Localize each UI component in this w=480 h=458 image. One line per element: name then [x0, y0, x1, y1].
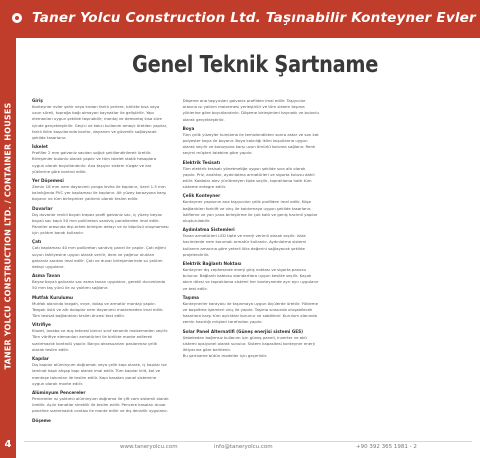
section-heading: Taşıma	[182, 294, 199, 300]
section-body: Konteyner dış cephesinde enerji giriş noktası ve sigorta panosu bulunur. Bağlantı kablosu standartlara uygun kesitte seçilir. Kaçak akım rölesi ve topraklama sistemi her konteynerde ayrı ayrı uygulanır ve test edilir.	[182, 267, 319, 291]
page-number: 4	[0, 434, 16, 458]
section-body: Konteynerler karayolu ile taşınmaya uygun ölçülerde üretilir. Yükleme ve boşaltma işlemleri vinç ile yapılır. Taşıma sırasında oluşabilecek hasarlara karşı tüm açıklıklar korunur ve sabitlenir. Kurulum alanında zemin hazırlığı müşteri tarafından yapılır.	[182, 300, 318, 325]
specification-body	[32, 98, 470, 432]
section-heading: Mutfak Kurulumu	[32, 294, 73, 300]
section-heading: Elektrik Bağlantı Noktası	[182, 261, 242, 267]
section-body: Pencereler ısı yalıtımlı alüminyum doğrama ile çift cam sistemli olarak üretilir. Açılır kanatlar sineklik ile teslim edilir. Pencere kasaları duvar paneline sızdırmazlık contası ile monte edilir ve dış denizlik uygulanır.	[32, 395, 169, 414]
sidebar-vertical-text: TANER YOLCU CONSTRUCTION LTD. / CONTAINER HOUSES	[3, 102, 13, 370]
section-heading: Çatı	[32, 239, 42, 245]
sidebar-band	[0, 38, 16, 434]
spec-section	[183, 295, 320, 326]
spec-section	[183, 126, 320, 157]
spec-section	[183, 353, 320, 359]
section-body: Dış kapılar alüminyum doğramalı veya çelik kapı olarak, iç kapılar ise laminat kaplı ahşap kapı olarak imal edilir. Tüm kapılar kilit, kol ve menteşe takımları ile teslim edilir. Kapı kasaları panel sistemine uygun olarak monte edilir.	[32, 362, 167, 386]
section-heading: Çelik Konteyner	[182, 193, 221, 199]
section-heading: Elektrik Tesisatı	[182, 159, 221, 165]
section-body: Zemin 18 mm nem dayanımlı yonga levha ile kaplanır, üzeri 1.5 mm kalınlığında PVC yer kaplaması ile kaplanır. Alt yüzey korozyona karşı boyanır ve tüm birleşimler yalıtımlı olarak teslim edilir.	[32, 184, 167, 202]
section-body: Tüm çelik yüzeyler kumlama ile temizlendikten sonra astar ve son kat polyester boya ile boyanır. Boya kalınlığı iklim koşullarına uygun olarak seçilir ve korozyona karşı uzun ömürlü koruma sağlanır. Renk seçimi müşteri talebine göre yapılır.	[182, 131, 319, 156]
section-heading: Duvarlar	[32, 205, 53, 211]
section-body: Döşeme ana taşıyıcıları galvaniz profilden imal edilir. Taşıyıcılar arasına ısı yalıtım malzemesi yerleştirilir ve tüm sistem taşıma yüklerine göre boyutlandırılır. Döşeme birleşimleri kaynaklı ve bulonlu olarak gerçekleştirilir.	[182, 98, 319, 122]
spec-section	[32, 239, 169, 270]
section-body: Konteyner evler şehir veya kırdan farklı yerlere, birlikte kısa veya uzun süreli, toprağa bağı olmayan kaynaklar ile geliştirilir. Yapı elemanları uygun şekilde taşınabilir; montaj ve demontaj kısa süre içinde gerçekleştirilir. Geçici ve kalıcı kullanım amaçlı üretilen yapılar, farklı iklim koşullarında konfor, dayanım ve güvenlik sağlayacak şekilde tasarlanır.	[32, 104, 168, 141]
section-body: Beyaz boyalı galvaniz sac asma tavan uygulanır, gerekli durumlarda 50 mm taş yünü ile ısı yalıtımı sağlanır.	[32, 279, 166, 291]
section-body: Tavan armatürleri LED tipte ve enerji verimli olarak seçilir. Islak hacimlerde nem korumalı armatür kullanılır. Aydınlatma sistemi kullanım amacına göre yeterli lüks değerini sağlayacak şekilde projelendirilir.	[182, 233, 307, 257]
spec-section	[183, 227, 320, 258]
logo-icon	[12, 13, 22, 23]
spec-section	[32, 390, 169, 415]
section-heading: Döşeme	[32, 417, 51, 423]
page-title: Genel Teknik Şartname	[132, 52, 379, 78]
spec-section	[183, 329, 320, 354]
section-heading: Giriş	[32, 98, 43, 103]
section-body: Mutfak alanında tezgah, evye, dolap ve armatür montajı yapılır. Tezgah üstü ve altı dolaplar nem dayanımlı malzemeden imal edilir. Tüm tesisat bağlantıları teslim öncesi test edilir.	[32, 300, 164, 319]
section-body: Profiller 2 mm galvaniz sacdan soğuk şekillendirilerek üretilir. Birleşimler bulonlu olarak yapılır ve tüm iskelet statik hesaplara uygun olarak boyutlandırılır. Ana taşıyıcı sistem rüzgar ve kar yüklerine göre kontrol edilir.	[32, 150, 157, 174]
spec-section	[32, 295, 169, 320]
header-title: Taner Yolcu Construction Ltd. Taşınabilir Konteyner Evler	[32, 10, 476, 26]
section-heading: Asma Tavan	[32, 273, 61, 279]
spec-section	[32, 206, 169, 237]
section-body: Bu şartname bütün modeller için geçerlidir.	[182, 353, 268, 359]
section-heading: Boya	[182, 125, 195, 131]
spec-section	[183, 193, 320, 224]
spec-section	[32, 356, 169, 387]
section-heading: Solar Panel Alternatifi (Güneş enerjisi sistemi GES)	[182, 328, 304, 334]
spec-section	[32, 98, 169, 141]
spec-section	[183, 160, 320, 191]
spec-section	[32, 178, 169, 203]
section-heading: Alüminyum Pencereler	[32, 389, 86, 395]
footer-divider	[24, 441, 472, 442]
spec-section	[32, 273, 169, 291]
section-heading: Vitrifiye	[32, 322, 51, 328]
section-heading: Yer Döşemesi	[32, 178, 64, 184]
section-body: Çatı kaplaması 40 mm poliüretan sandviç panel ile yapılır. Çatı eğimi suyun tahliyesine uygun olarak verilir, dere ve yağmur olukları galvaniz sacdan imal edilir. Çatı ve duvar birleşimlerinde su yalıtım detayı uygulanır.	[32, 245, 166, 270]
footer-phone: +90 392 365 1981 - 2	[356, 444, 417, 450]
spec-section	[32, 144, 169, 175]
section-body: Şebekeden bağımsız kullanım için güneş paneli, inverter ve akü sistemi opsiyonel olarak sunulur. Sistem kapasitesi konteyner enerji ihtiyacına göre belirlenir.	[182, 334, 315, 353]
header-bar	[0, 0, 480, 38]
footer	[0, 434, 480, 458]
spec-section	[32, 322, 169, 353]
section-heading: Kapılar	[32, 356, 49, 362]
section-body: Dış duvarlar renkli boyalı trapez profil galvaniz sac, iç yüzey beyaz boyalı sac kaplı 50 mm poliüretan sandviç panellerden imal edilir. Paneller arasında dişi-erkek birleşim detayı ve ısı köprüsü oluşmaması için yalıtım bandı kullanılır.	[32, 211, 169, 236]
spec-section	[183, 261, 320, 292]
section-heading: İskelet	[32, 144, 48, 150]
footer-email[interactable]: info@taneryolcu.com	[214, 444, 273, 450]
section-body: Klozet, lavabo ve duş teknesi birinci sınıf seramik malzemeden seçilir. Tüm vitrifiye elemanları armatürleri ile birlikte monte edilerek sızdırmazlık kontrolü yapılır. Banyo aksesuarları paslanmaz çelik olarak teslim edilir.	[32, 328, 169, 352]
footer-website[interactable]: www.taneryolcu.com	[120, 444, 178, 450]
section-body: Tüm elektrik tesisatı yönetmeliğe uygun şekilde sıva altı olarak yapılır. Priz, anahtar, aydınlatma armatürleri ve sigorta kutusu dahil edilir. Kablolar alev yürütmeyen tipte seçilir, topraklama hattı tüm sisteme entegre edilir.	[182, 165, 315, 190]
section-heading: Aydınlatma Sistemleri	[182, 227, 235, 233]
section-body: Konteyner yapısının ana taşıyıcıları çelik profilden imal edilir. Köşe bağlantıları forklift ve vinç ile kaldırmaya uygun şekilde tasarlanır. İstifleme ve yan yana birleştirme ile çok katlı ve geniş hacimli yapılar oluşturulabilir.	[182, 199, 318, 224]
